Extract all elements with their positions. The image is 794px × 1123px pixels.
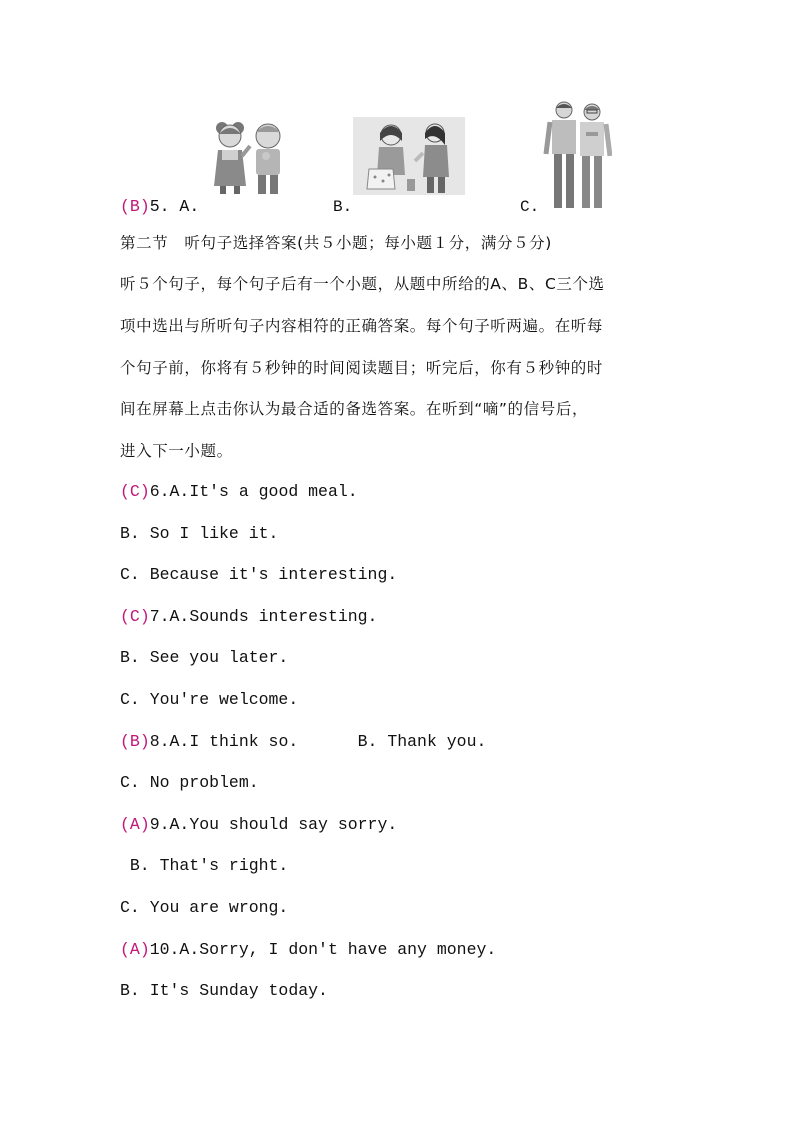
- answer-paren-open: (: [120, 815, 130, 834]
- question-9-option-c: C. You are wrong.: [120, 898, 289, 917]
- question-7-line: [120, 607, 377, 627]
- answer-paren-close: ): [139, 940, 150, 959]
- question-9-line: [120, 815, 397, 835]
- question-7-option-c: C. You're welcome.: [120, 690, 299, 709]
- answer-paren-close: ): [139, 482, 150, 501]
- picture-b-two-women: [353, 117, 465, 195]
- question-8-answer: B: [129, 732, 140, 751]
- instructions-line-4: 间在屏幕上点击你认为最合适的备选答案。在听到“嘀”的信号后，: [120, 400, 589, 418]
- question-10-option-b: B. It's Sunday today.: [120, 981, 328, 1000]
- question-5-option-c-label: C.: [520, 198, 540, 216]
- instructions-line-1: 听５个句子，每个句子后有一个小题，从题中所给的A、B、C三个选: [120, 275, 605, 293]
- question-9-option-b: B. That's right.: [120, 856, 289, 875]
- question-5-option-a-label: 5. A.: [149, 197, 200, 216]
- question-7-option-b: B. See you later.: [120, 648, 289, 667]
- question-6-line: [120, 482, 358, 502]
- question-5-answer: B: [129, 197, 140, 216]
- answer-paren-close: ): [139, 607, 150, 626]
- answer-paren-close: ): [139, 197, 150, 216]
- question-6-answer: C: [129, 482, 140, 501]
- question-6-option-c: C. Because it's interesting.: [120, 565, 398, 584]
- question-6-option-a: 6.A.It's a good meal.: [149, 482, 358, 501]
- picture-a-two-children: [200, 116, 292, 196]
- answer-paren-open: (: [120, 940, 130, 959]
- question-8-options-a-b: 8.A.I think so. B. Thank you.: [149, 732, 487, 751]
- question-8-line: [120, 732, 486, 752]
- answer-paren-open: (: [120, 732, 130, 751]
- question-9-option-a: 9.A.You should say sorry.: [149, 815, 398, 834]
- answer-paren-open: (: [120, 482, 130, 501]
- answer-paren-close: ): [139, 815, 150, 834]
- answer-paren-open: (: [120, 607, 130, 626]
- instructions-line-2: 项中选出与所听句子内容相符的正确答案。每个句子听两遍。在听每: [120, 317, 604, 335]
- question-9-answer: A: [129, 815, 140, 834]
- section-2-heading: 第二节 听句子选择答案(共５小题；每小题１分，满分５分): [120, 234, 552, 252]
- question-7-option-a: 7.A.Sounds interesting.: [149, 607, 378, 626]
- question-6-option-b: B. So I like it.: [120, 524, 279, 543]
- instructions-line-3: 个句子前，你将有５秒钟的时间阅读题目；听完后，你有５秒钟的时: [120, 359, 604, 377]
- instructions-line-5: 进入下一小题。: [120, 442, 233, 460]
- question-5-line: [120, 197, 199, 217]
- question-5-option-b-label: B.: [333, 198, 353, 216]
- question-8-option-c: C. No problem.: [120, 773, 259, 792]
- question-7-answer: C: [129, 607, 140, 626]
- question-10-option-a: 10.A.Sorry, I don't have any money.: [149, 940, 497, 959]
- answer-paren-close: ): [139, 732, 150, 751]
- answer-paren-open: (: [120, 197, 130, 216]
- question-10-line: [120, 940, 496, 960]
- question-10-answer: A: [129, 940, 140, 959]
- picture-c-two-men: [542, 100, 612, 212]
